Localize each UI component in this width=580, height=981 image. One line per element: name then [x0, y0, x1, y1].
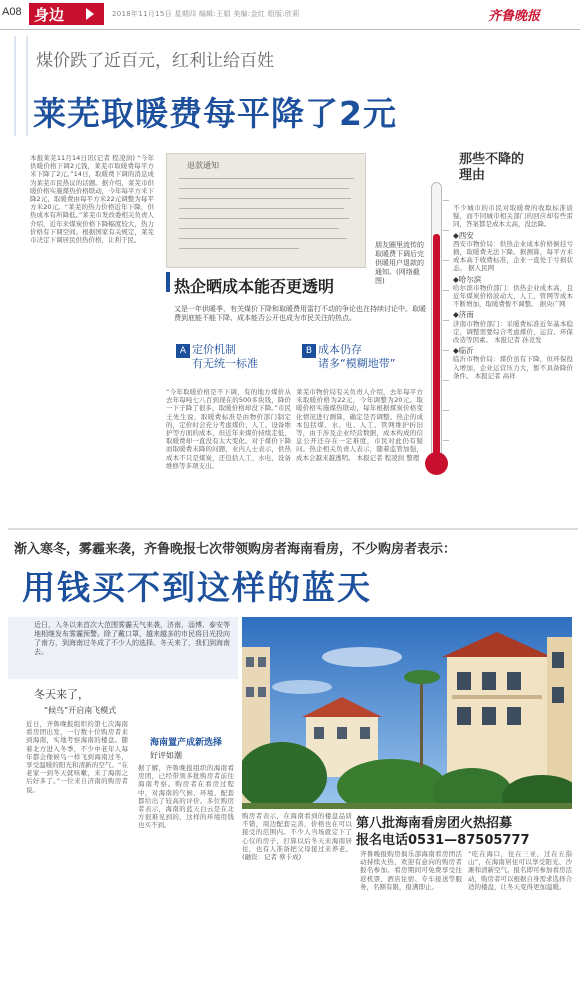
- sidebar-text-jinan: 济南市物价部门：采暖费标准近年基本稳定，调整需要综合考虑煤价、运营、环保改造等因素。 本报记者 孙竞发: [453, 319, 573, 345]
- sidebar-city-jinan: ◆济南: [453, 310, 474, 320]
- decorative-lines: [14, 36, 28, 136]
- ad-column-1: 齐鲁晚报购房俱乐部海南看房团活动持续火热，欢迎有意向的购房者报名参加。看房期间可免费享受往返机票、酒店住宿、专车接送等服务，名额有限，报满即止。: [360, 850, 462, 891]
- sidebar-title: [459, 152, 524, 184]
- story2-subheading-1-sub: “候鸟”开启南飞模式: [44, 706, 117, 715]
- arrow-icon: [86, 8, 94, 20]
- story2-headline: 用钱买不到这样的蓝天: [22, 568, 372, 607]
- story1-intro: 又是一年供暖季，有关煤价下降和取暖费用雷打不动的争论也在持续讨论中。取暖费到底能不能下降、成本能否公开也成为市民关注的热点。: [174, 305, 426, 322]
- notice-title: 退款通知: [187, 161, 219, 170]
- sidebar-text-harbin: 哈尔滨市物价部门：供热企业成本高，且近年煤炭价格波动大，人工、管网等成本不断增加，取暖费暂不调整。 据央广网: [453, 283, 573, 309]
- story1-column-3: 莱芜市物价局有关负责人介绍，去年每平方米取暖价格为22元，今年调整为20元。取暖价格实施煤热联动，每年根据煤炭价格变化情况进行测算，确定是否调整。热企的成本包括煤、水、电、人工、管网维护折旧等，由于涉及企业经营数据，成本构成的信息公开还存在一定难度，市民对此仍有疑问。热企相关负责人表示，随着监管加强，成本会越来越透明。 本报记者 程凌润 整理: [296, 388, 423, 462]
- question-a-line2: 有无统一标准: [192, 357, 258, 370]
- resort-photo: [242, 617, 572, 809]
- dateline: 2018年11月15日 星期四 编辑:王娟 美编:金红 组版:欣莉: [112, 10, 300, 18]
- sidebar-city-harbin: ◆哈尔滨: [453, 274, 482, 284]
- thermometer-bulb: [425, 452, 448, 475]
- newspaper-logo: 齐鲁晚报: [488, 9, 541, 24]
- story2-subheading-1: 冬天来了，: [34, 688, 89, 701]
- ad-phone: 报名电话0531—87505777: [356, 833, 530, 848]
- sidebar-intro: 不少城市的市民对取暖费的收取标准质疑，而不同城市相关部门的回应却有些雷同，答案都是成本太高，没法降。: [453, 204, 573, 229]
- section-name: 身边: [34, 6, 65, 24]
- story1-lead-column: 本报莱芜11月14日讯(记者 程凌润) “今年供暖价格下调2元钱，莱芜市取暖费每平方米下降了2元。”14日，取暖费下调的消息成为莱芜市民热议的话题。据介绍，莱芜市供暖价格实施煤热价格联动，今年每平方米下降2元，取暖费由每平方米22元调整为每平方米20元。“莱芜的热力价格近年下降，供热成本有所降低。”莱芜市发改委相关负责人介绍，近年来煤炭价格下降幅度较大，热力价格有下调空间。根据国家有关规定，莱芜市决定下调居民供热价格，让利于民。: [30, 154, 154, 245]
- sidebar-text-xian: 西安市物价局：供热企业成本价格倒挂亏损，取暖费无法下降。据测算，每平方米成本高于收费标准，企业一直处于亏损状态。 据人民网: [453, 239, 573, 273]
- page-number: A08: [2, 6, 22, 18]
- sidebar-text-linyi: 临沂市物价局：煤价虽有下降，但环保投入增加，企业运营压力大，暂不具备降价条件。 本报记者 高祥: [453, 355, 573, 380]
- story1-subheading: 热企晒成本能否更透明: [174, 277, 335, 296]
- story2-subheading-2: 海南置产成新选择: [150, 738, 223, 748]
- story2-lead: 近日，入冬以来首次大范围雾霾天气来袭，济南、淄博、泰安等地相继发布雾霾预警。除了戴口罩，越来越多的市民将目光投向了南方，到海南过冬成了不少人的选择。冬天来了，我们到海南去。: [34, 621, 230, 656]
- story1-kicker: 煤价跌了近百元，红利让给百姓: [36, 51, 274, 71]
- ad-title: 第八批海南看房团火热招募: [356, 816, 513, 831]
- subheading-bar: [166, 272, 170, 292]
- ad-column-2: “吃在海口，住在三亚，过在五指山”，在海南居住可以享受阳光、沙滩和清新空气。报名即可参加看房活动，购房者可以根据自身需求选择合适的楼盘，让冬天变得更加温暖。: [468, 850, 572, 891]
- story1-column-2: “今年取暖价格是不下调，有的地方煤价从去年每吨七八百到现在的500多块钱，降价一下子降了很多，取暖价格却没下降。”市民王先生说，取暖费标准是由物价部门制定的，定价时会充分考虑煤价、人工、设备维护等方面的成本，但近年来煤价持续走低，取暖费却一直没有太大变化。对于煤价下降而取暖费未降的问题，业内人士表示，供热成本不只是煤炭，还包括人工、水电、设备维修等多项支出。: [166, 388, 291, 470]
- thermometer-fill: [433, 234, 440, 462]
- sidebar-city-xian: ◆西安: [453, 230, 474, 240]
- question-a-icon: A: [176, 344, 190, 358]
- sidebar-title-line1: 那些不降的: [459, 152, 525, 167]
- question-b-line2: 诸多“模糊地带”: [318, 357, 396, 370]
- story-divider: [8, 528, 578, 530]
- photo-caption: 朋友圈里流传的取暖费下调后完供暖用户退款的通知。(网络截图): [375, 241, 424, 285]
- notice-photo: [166, 153, 366, 268]
- story2-subheading-2-sub: 好评如潮: [150, 751, 182, 760]
- story2-kicker: 渐入寒冬，雾霾来袭，齐鲁晚报七次带领购房者海南看房，不少购房者表示：: [14, 542, 457, 557]
- question-a-line1: 定价机制: [192, 343, 236, 356]
- sidebar-title-line2: 理由: [459, 168, 486, 183]
- story2-column-3: 购房者表示，在海南看到的楼盘品质不错，周边配套完善，价格也在可以接受的范围内。不少人当场就定下了心仪的房子，打算以后冬天来海南居住，也有人准备把父母接过来养老。 (融资：记者 蔡卡成): [242, 812, 352, 862]
- sidebar-body: [453, 204, 573, 674]
- question-b-line1: 成本仍存: [318, 343, 362, 356]
- story2-column-1: 近日，齐鲁晚报组织的第七次海南看房团出发，一行数十位购房者来到海南，实地考察海南的楼盘。随着北方进入冬季，不少中老年人每年都会像候鸟一样飞到海南过冬，享受温暖的阳光和清新的空气。“在老家一到冬天就咳嗽，来了海南之后好多了。”一位来自济南的购房者说。: [26, 720, 128, 794]
- sidebar-city-linyi: ◆临沂: [453, 346, 474, 356]
- story2-column-2: 据了解，齐鲁晚报组织的海南看房团，已经带领多批购房者前往海南考察。购房者在看房过程中，对海南的气候、环境、配套都给出了较高的评价。多位购房者表示，海南的蓝天白云是在北方很难见到的，这样的环境用钱也买不到。: [138, 764, 234, 830]
- story1-headline: 莱芜取暖费每平降了2元: [33, 94, 397, 133]
- question-b-icon: B: [302, 344, 316, 358]
